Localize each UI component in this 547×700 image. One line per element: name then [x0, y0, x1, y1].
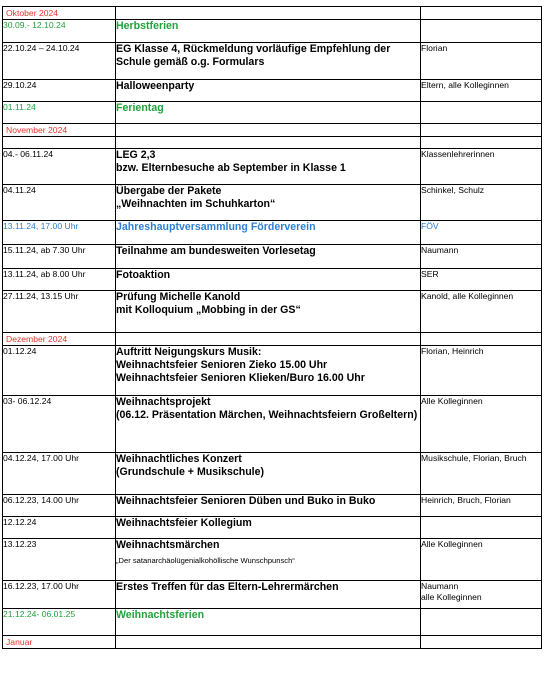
date-cell: 03- 06.12.24	[3, 396, 116, 453]
table-row	[3, 346, 542, 396]
table-row	[3, 80, 542, 102]
month-cell	[3, 124, 116, 137]
table-row	[3, 291, 542, 333]
date-cell: 30.09.- 12.10.24	[3, 20, 116, 43]
who-cell	[421, 609, 542, 636]
who-cell: Naumann alle Kolleginnen	[421, 581, 542, 609]
spacer-row	[3, 137, 542, 149]
date-cell: 06.12.23, 14.00 Uhr	[3, 495, 116, 517]
date-cell: 16.12.23, 17.00 Uhr	[3, 581, 116, 609]
table-row	[3, 221, 542, 245]
date-cell: 13.11.24, ab 8.00 Uhr	[3, 269, 116, 291]
who-cell: Eltern, alle Kolleginnen	[421, 80, 542, 102]
table-row	[3, 495, 542, 517]
date-cell: 13.12.23	[3, 539, 116, 581]
date-cell: 04.- 06.11.24	[3, 149, 116, 185]
date-cell: 13.11.24, 17.00 Uhr	[3, 221, 116, 245]
month-row-november	[3, 124, 542, 137]
date-cell: 22.10.24 – 24.10.24	[3, 43, 116, 80]
event-cell: LEG 2,3 bzw. Elternbesuche ab September in Klasse 1	[116, 149, 421, 185]
month-row-januar	[3, 636, 542, 649]
who-cell: SER	[421, 269, 542, 291]
event-cell: Weihnachtsprojekt (06.12. Präsentation Märchen, Weihnachtsfeiern Großeltern)	[116, 396, 421, 453]
who-cell: Schinkel, Schulz	[421, 185, 542, 221]
month-label: Oktober 2024	[6, 8, 59, 18]
table-row	[3, 102, 542, 124]
who-cell	[421, 517, 542, 539]
date-cell: 27.11.24, 13.15 Uhr	[3, 291, 116, 333]
event-cell: Weihnachtliches Konzert (Grundschule + Musikschule)	[116, 453, 421, 495]
month-label: November 2024	[6, 125, 68, 135]
event-cell: EG Klasse 4, Rückmeldung vorläufige Empfehlung der Schule gemäß o.g. Formulars	[116, 43, 421, 80]
month-cell	[3, 333, 116, 346]
who-cell	[421, 20, 542, 43]
date-cell: 29.10.24	[3, 80, 116, 102]
table-row	[3, 609, 542, 636]
who-cell: Naumann	[421, 245, 542, 269]
date-cell: 04.12.24, 17.00 Uhr	[3, 453, 116, 495]
who-cell: Florian	[421, 43, 542, 80]
who-cell: Alle Kolleginnen	[421, 396, 542, 453]
event-cell: Weihnachtsfeier Senioren Düben und Buko in Buko	[116, 495, 421, 517]
who-cell: Florian, Heinrich	[421, 346, 542, 396]
table-row	[3, 185, 542, 221]
month-label: Dezember 2024	[6, 334, 68, 344]
who-cell: Alle Kolleginnen	[421, 539, 542, 581]
event-cell: Jahreshauptversammlung Förderverein	[116, 221, 421, 245]
month-cell	[3, 636, 116, 649]
event-cell: Teilnahme am bundesweiten Vorlesetag	[116, 245, 421, 269]
month-cell	[3, 7, 116, 20]
event-cell: Weihnachtsmärchen „Der satanarchäolügenialkohöllische Wunschpunsch“	[116, 539, 421, 581]
event-cell: Erstes Treffen für das Eltern-Lehrermärchen	[116, 581, 421, 609]
event-cell: Ferientag	[116, 102, 421, 124]
table-row	[3, 453, 542, 495]
table-row	[3, 396, 542, 453]
table-row	[3, 517, 542, 539]
schedule-table	[2, 6, 542, 649]
table-row	[3, 20, 542, 43]
table-row	[3, 269, 542, 291]
date-cell: 04.11.24	[3, 185, 116, 221]
table-row	[3, 43, 542, 80]
date-cell: 12.12.24	[3, 517, 116, 539]
event-cell: Prüfung Michelle Kanold mit Kolloquium „Mobbing in der GS“	[116, 291, 421, 333]
month-label: Januar	[6, 637, 33, 647]
event-cell: Weihnachtsfeier Kollegium	[116, 517, 421, 539]
date-cell: 01.11.24	[3, 102, 116, 124]
who-cell: Klassenlehrerinnen	[421, 149, 542, 185]
month-row-dezember	[3, 333, 542, 346]
event-cell: Fotoaktion	[116, 269, 421, 291]
event-cell: Halloweenparty	[116, 80, 421, 102]
table-row	[3, 581, 542, 609]
event-cell: Herbstferien	[116, 20, 421, 43]
event-cell: Übergabe der Pakete „Weihnachten im Schuhkarton“	[116, 185, 421, 221]
event-cell: Weihnachtsferien	[116, 609, 421, 636]
table-row	[3, 245, 542, 269]
who-cell: FÖV	[421, 221, 542, 245]
month-row-oktober	[3, 7, 542, 20]
event-cell: Auftritt Neigungskurs Musik: Weihnachtsfeier Senioren Zieko 15.00 Uhr Weihnachtsfeier Senioren Klieken/Buro 16.00 Uhr	[116, 346, 421, 396]
date-cell: 01.12.24	[3, 346, 116, 396]
who-cell: Heinrich, Bruch, Florian	[421, 495, 542, 517]
who-cell: Musikschule, Florian, Bruch	[421, 453, 542, 495]
who-cell: Kanold, alle Kolleginnen	[421, 291, 542, 333]
date-cell: 21.12.24- 06.01.25	[3, 609, 116, 636]
date-cell: 15.11.24, ab 7.30 Uhr	[3, 245, 116, 269]
who-cell	[421, 102, 542, 124]
table-row	[3, 539, 542, 581]
table-row	[3, 149, 542, 185]
